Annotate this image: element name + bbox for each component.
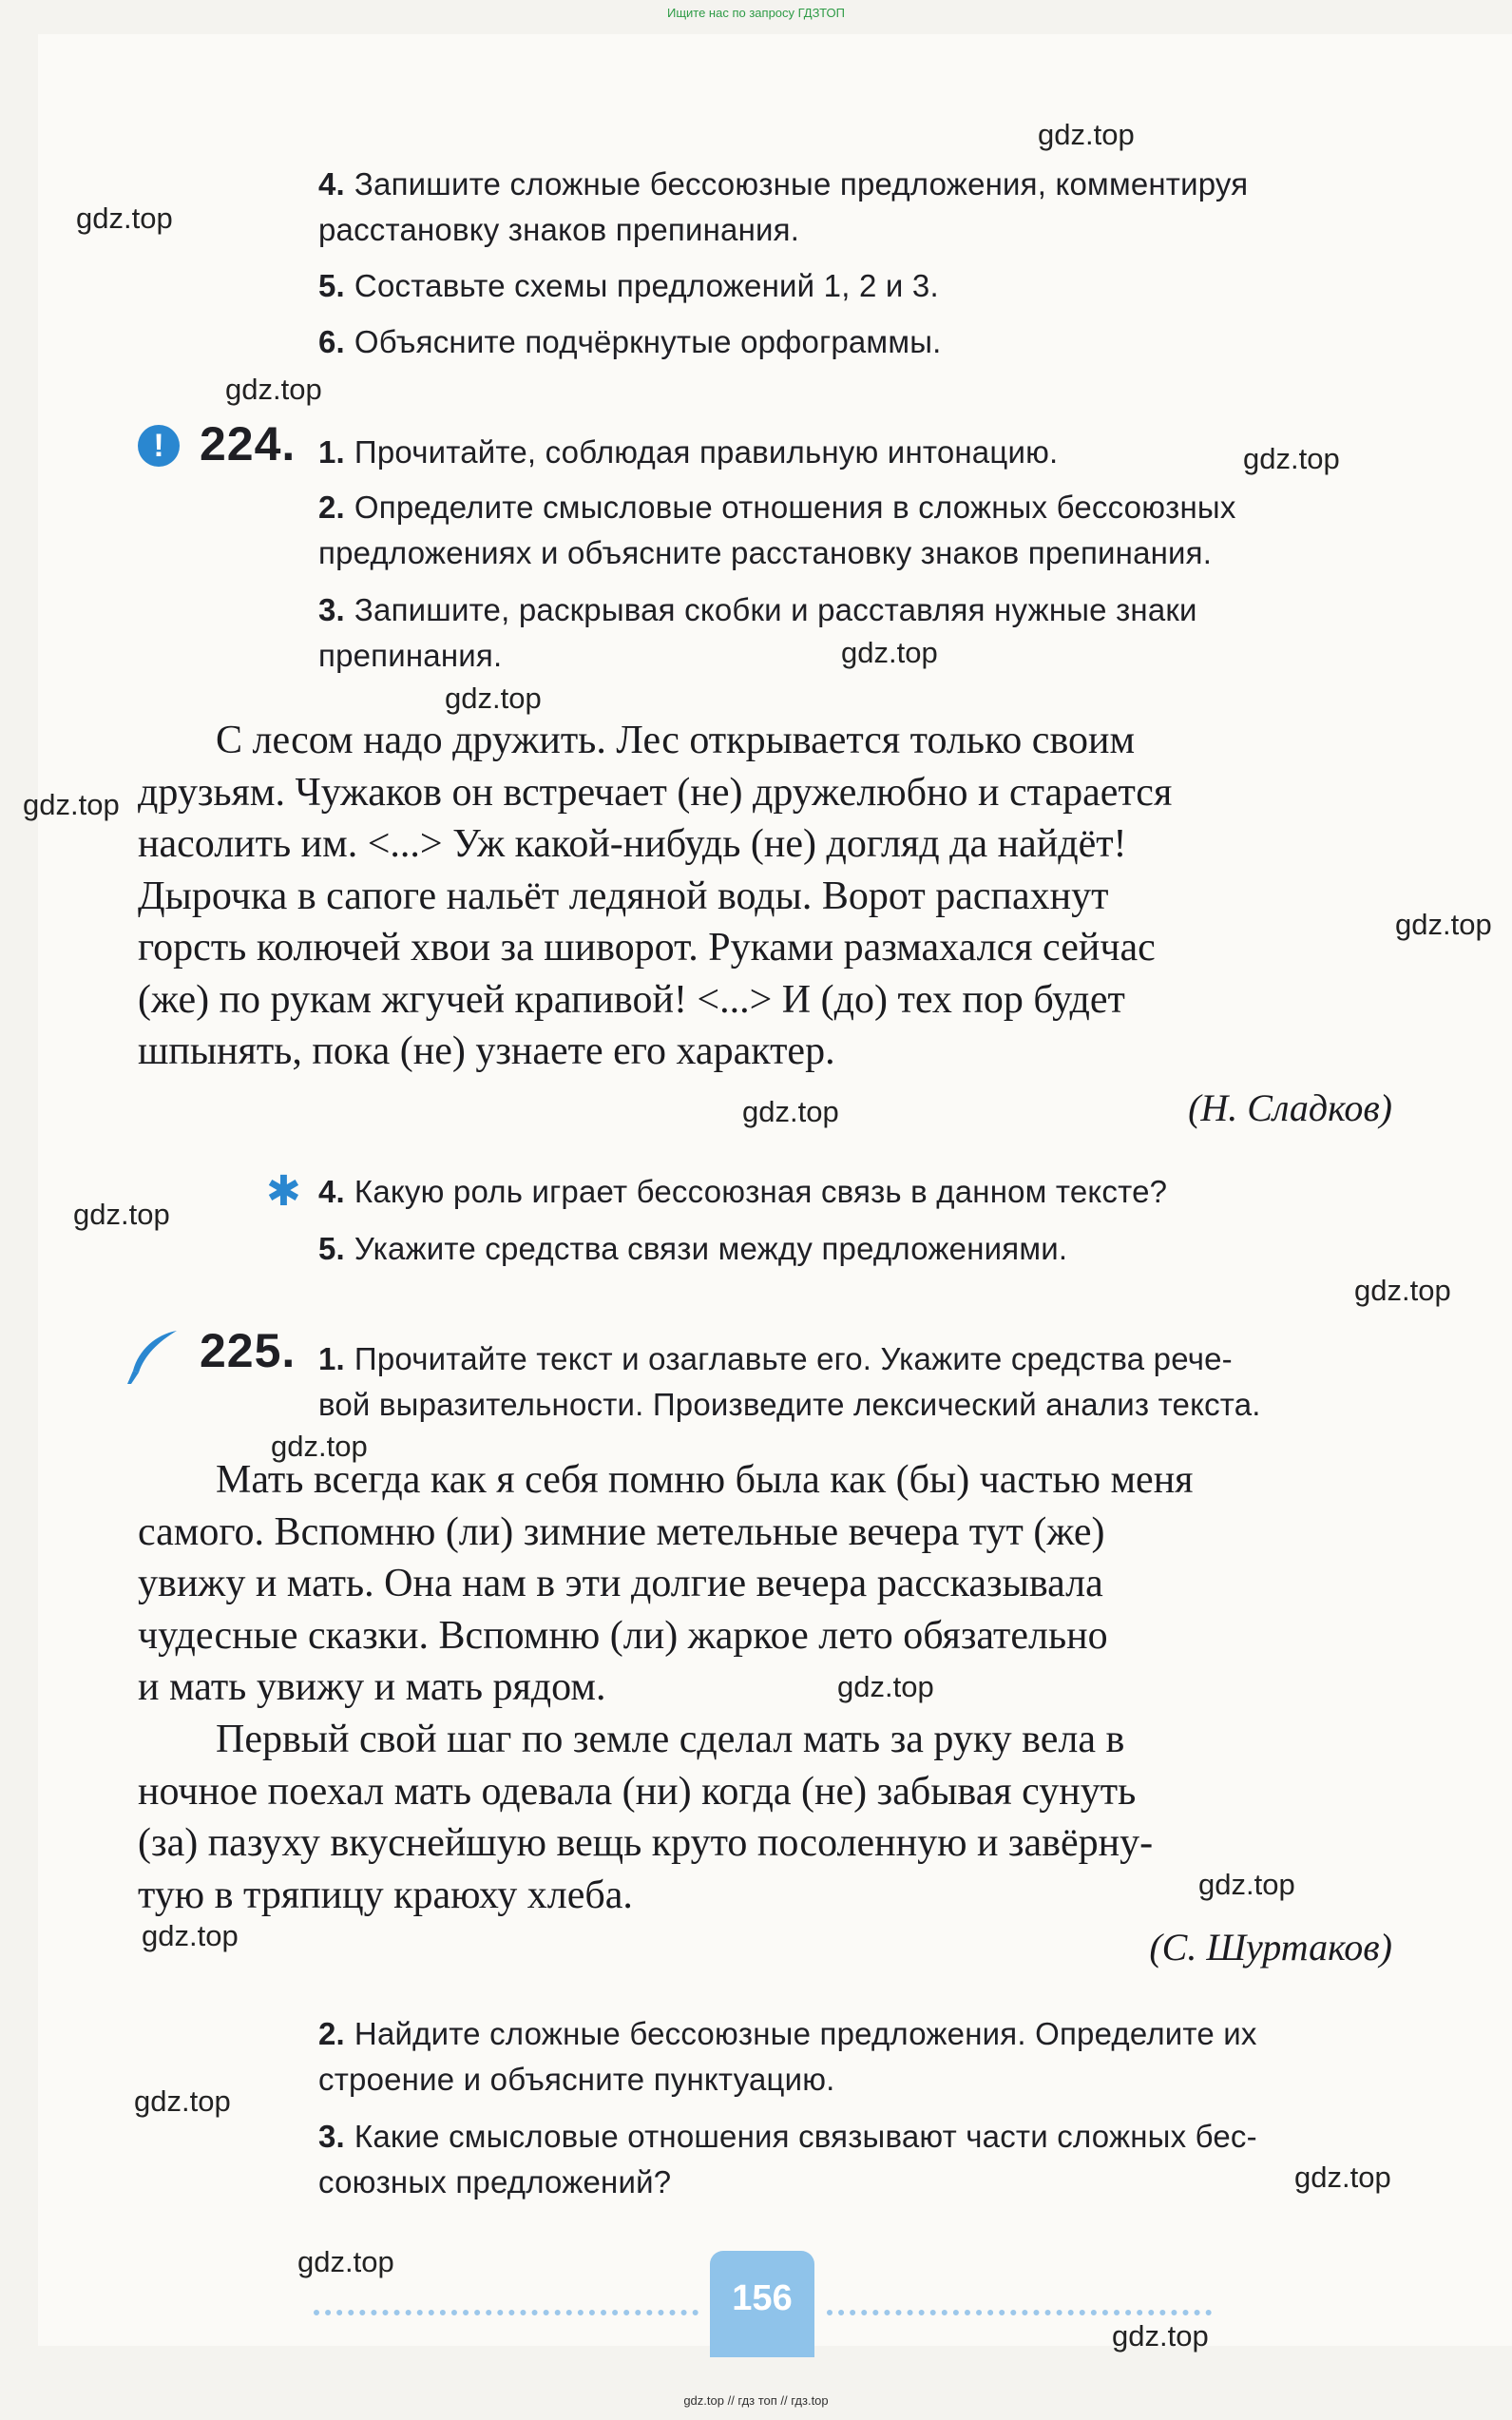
watermark: gdz.top bbox=[134, 2084, 231, 2118]
top-banner: Ищите нас по запросу ГДЗТОП bbox=[666, 6, 845, 20]
text-line: шпынять, пока (не) узнаете его характер. bbox=[138, 1029, 835, 1073]
text-line: Дырочка в сапоге нальёт ледяной воды. Ворот распахнут bbox=[138, 874, 1109, 918]
ex224-author: (Н. Сладков) bbox=[1188, 1086, 1392, 1129]
text-line: С лесом надо дружить. Лес открывается только своим bbox=[216, 719, 1136, 762]
watermark: gdz.top bbox=[841, 636, 938, 669]
ex224-task-2: 2. Определите смысловые отношения в сложных бессоюзных bbox=[318, 490, 1236, 525]
prev-task-6: 6. Объясните подчёркнутые орфограммы. bbox=[318, 324, 942, 359]
quill-pen-icon bbox=[122, 1327, 182, 1388]
watermark: gdz.top bbox=[1294, 2161, 1391, 2194]
exercise-224-number: 224. bbox=[200, 417, 297, 471]
page-number: 156 bbox=[710, 2251, 814, 2357]
ex225-task-1: 1. Прочитайте текст и озаглавьте его. Укажите средства рече- bbox=[318, 1341, 1233, 1376]
exercise-225-number: 225. bbox=[200, 1324, 297, 1377]
watermark: gdz.top bbox=[1198, 1868, 1295, 1901]
prev-task-4-cont: расстановку знаков препинания. bbox=[318, 212, 800, 247]
ex225-task-3-cont: союзных предложений? bbox=[318, 2164, 672, 2199]
ex224-task-5: 5. Укажите средства связи между предложениями. bbox=[318, 1231, 1068, 1266]
ex224-task-1: 1. Прочитайте, соблюдая правильную интонацию. bbox=[318, 434, 1059, 470]
ex224-text bbox=[138, 715, 1392, 1078]
watermark: gdz.top bbox=[1243, 442, 1340, 475]
watermark: gdz.top bbox=[225, 373, 322, 406]
watermark: gdz.top bbox=[142, 1919, 239, 1952]
ex225-task-2: 2. Найдите сложные бессоюзные предложения. Определите их bbox=[318, 2016, 1257, 2051]
text-line: (за) пазуху вкуснейшую вещь круто посоленную и завёрну- bbox=[138, 1821, 1154, 1865]
ex224-task-3: 3. Запишите, раскрывая скобки и расставляя нужные знаки bbox=[318, 592, 1197, 627]
exclamation-icon: ! bbox=[138, 425, 180, 467]
page-dots-left bbox=[314, 2310, 699, 2315]
text-line: друзьям. Чужаков он встречает (не) дружелюбно и старается bbox=[138, 770, 1173, 815]
text-line: увижу и мать. Она нам в эти долгие вечера рассказывала bbox=[138, 1562, 1103, 1605]
prev-task-4: 4. Запишите сложные бессоюзные предложения, комментируя bbox=[318, 166, 1249, 202]
text-line: насолить им. <...> Уж какой-нибудь (не) догляд да найдёт! bbox=[138, 822, 1127, 866]
text-line: самого. Вспомню (ли) зимние метельные вечера тут (же) bbox=[138, 1509, 1105, 1554]
ex225-task-2-cont: строение и объясните пунктуацию. bbox=[318, 2062, 835, 2097]
ex224-task-4: 4. Какую роль играет бессоюзная связь в данном тексте? bbox=[318, 1174, 1168, 1209]
text-line: Первый свой шаг по земле сделал мать за руку вела в bbox=[216, 1718, 1125, 1761]
watermark: gdz.top bbox=[23, 788, 120, 821]
ex224-task-3-cont: препинания. bbox=[318, 638, 503, 673]
watermark: gdz.top bbox=[297, 2245, 394, 2278]
text-line: и мать увижу и мать рядом. bbox=[138, 1665, 606, 1709]
watermark: gdz.top bbox=[742, 1095, 839, 1128]
ex225-task-3: 3. Какие смысловые отношения связывают части сложных бес- bbox=[318, 2119, 1257, 2154]
text-line: ночное поехал мать одевала (ни) когда (не) забывая сунуть bbox=[138, 1769, 1137, 1814]
bottom-footer: gdz.top // гдз топ // гдз.top bbox=[683, 2393, 829, 2408]
text-line: горсть колючей хвои за шиворот. Руками размахался сейчас bbox=[138, 926, 1156, 970]
watermark: gdz.top bbox=[1112, 2319, 1209, 2353]
ex224-task-2-cont: предложениях и объясните расстановку знаков препинания. bbox=[318, 535, 1213, 570]
ex225-paragraph-1 bbox=[138, 1454, 1392, 1714]
asterisk-icon: ✱ bbox=[266, 1168, 301, 1215]
watermark: gdz.top bbox=[445, 682, 542, 715]
page-dots-right bbox=[827, 2310, 1212, 2315]
watermark: gdz.top bbox=[1395, 908, 1492, 941]
ex225-task-1-cont: вой выразительности. Произведите лексический анализ текста. bbox=[318, 1387, 1261, 1422]
ex225-author: (С. Шуртаков) bbox=[1149, 1926, 1392, 1969]
text-line: чудесные сказки. Вспомню (ли) жаркое лето обязательно bbox=[138, 1613, 1108, 1658]
watermark: gdz.top bbox=[837, 1670, 934, 1703]
prev-task-5: 5. Составьте схемы предложений 1, 2 и 3. bbox=[318, 268, 939, 303]
watermark: gdz.top bbox=[1038, 118, 1135, 151]
watermark: gdz.top bbox=[76, 202, 173, 235]
watermark: gdz.top bbox=[73, 1198, 170, 1231]
text-line: (же) по рукам жгучей крапивой! <...> И (до) тех пор будет bbox=[138, 977, 1125, 1022]
watermark: gdz.top bbox=[1354, 1274, 1451, 1307]
text-line: тую в тряпицу краюху хлеба. bbox=[138, 1873, 633, 1917]
text-line: Мать всегда как я себя помню была как (бы) частью меня bbox=[216, 1458, 1194, 1502]
watermark: gdz.top bbox=[271, 1430, 368, 1463]
